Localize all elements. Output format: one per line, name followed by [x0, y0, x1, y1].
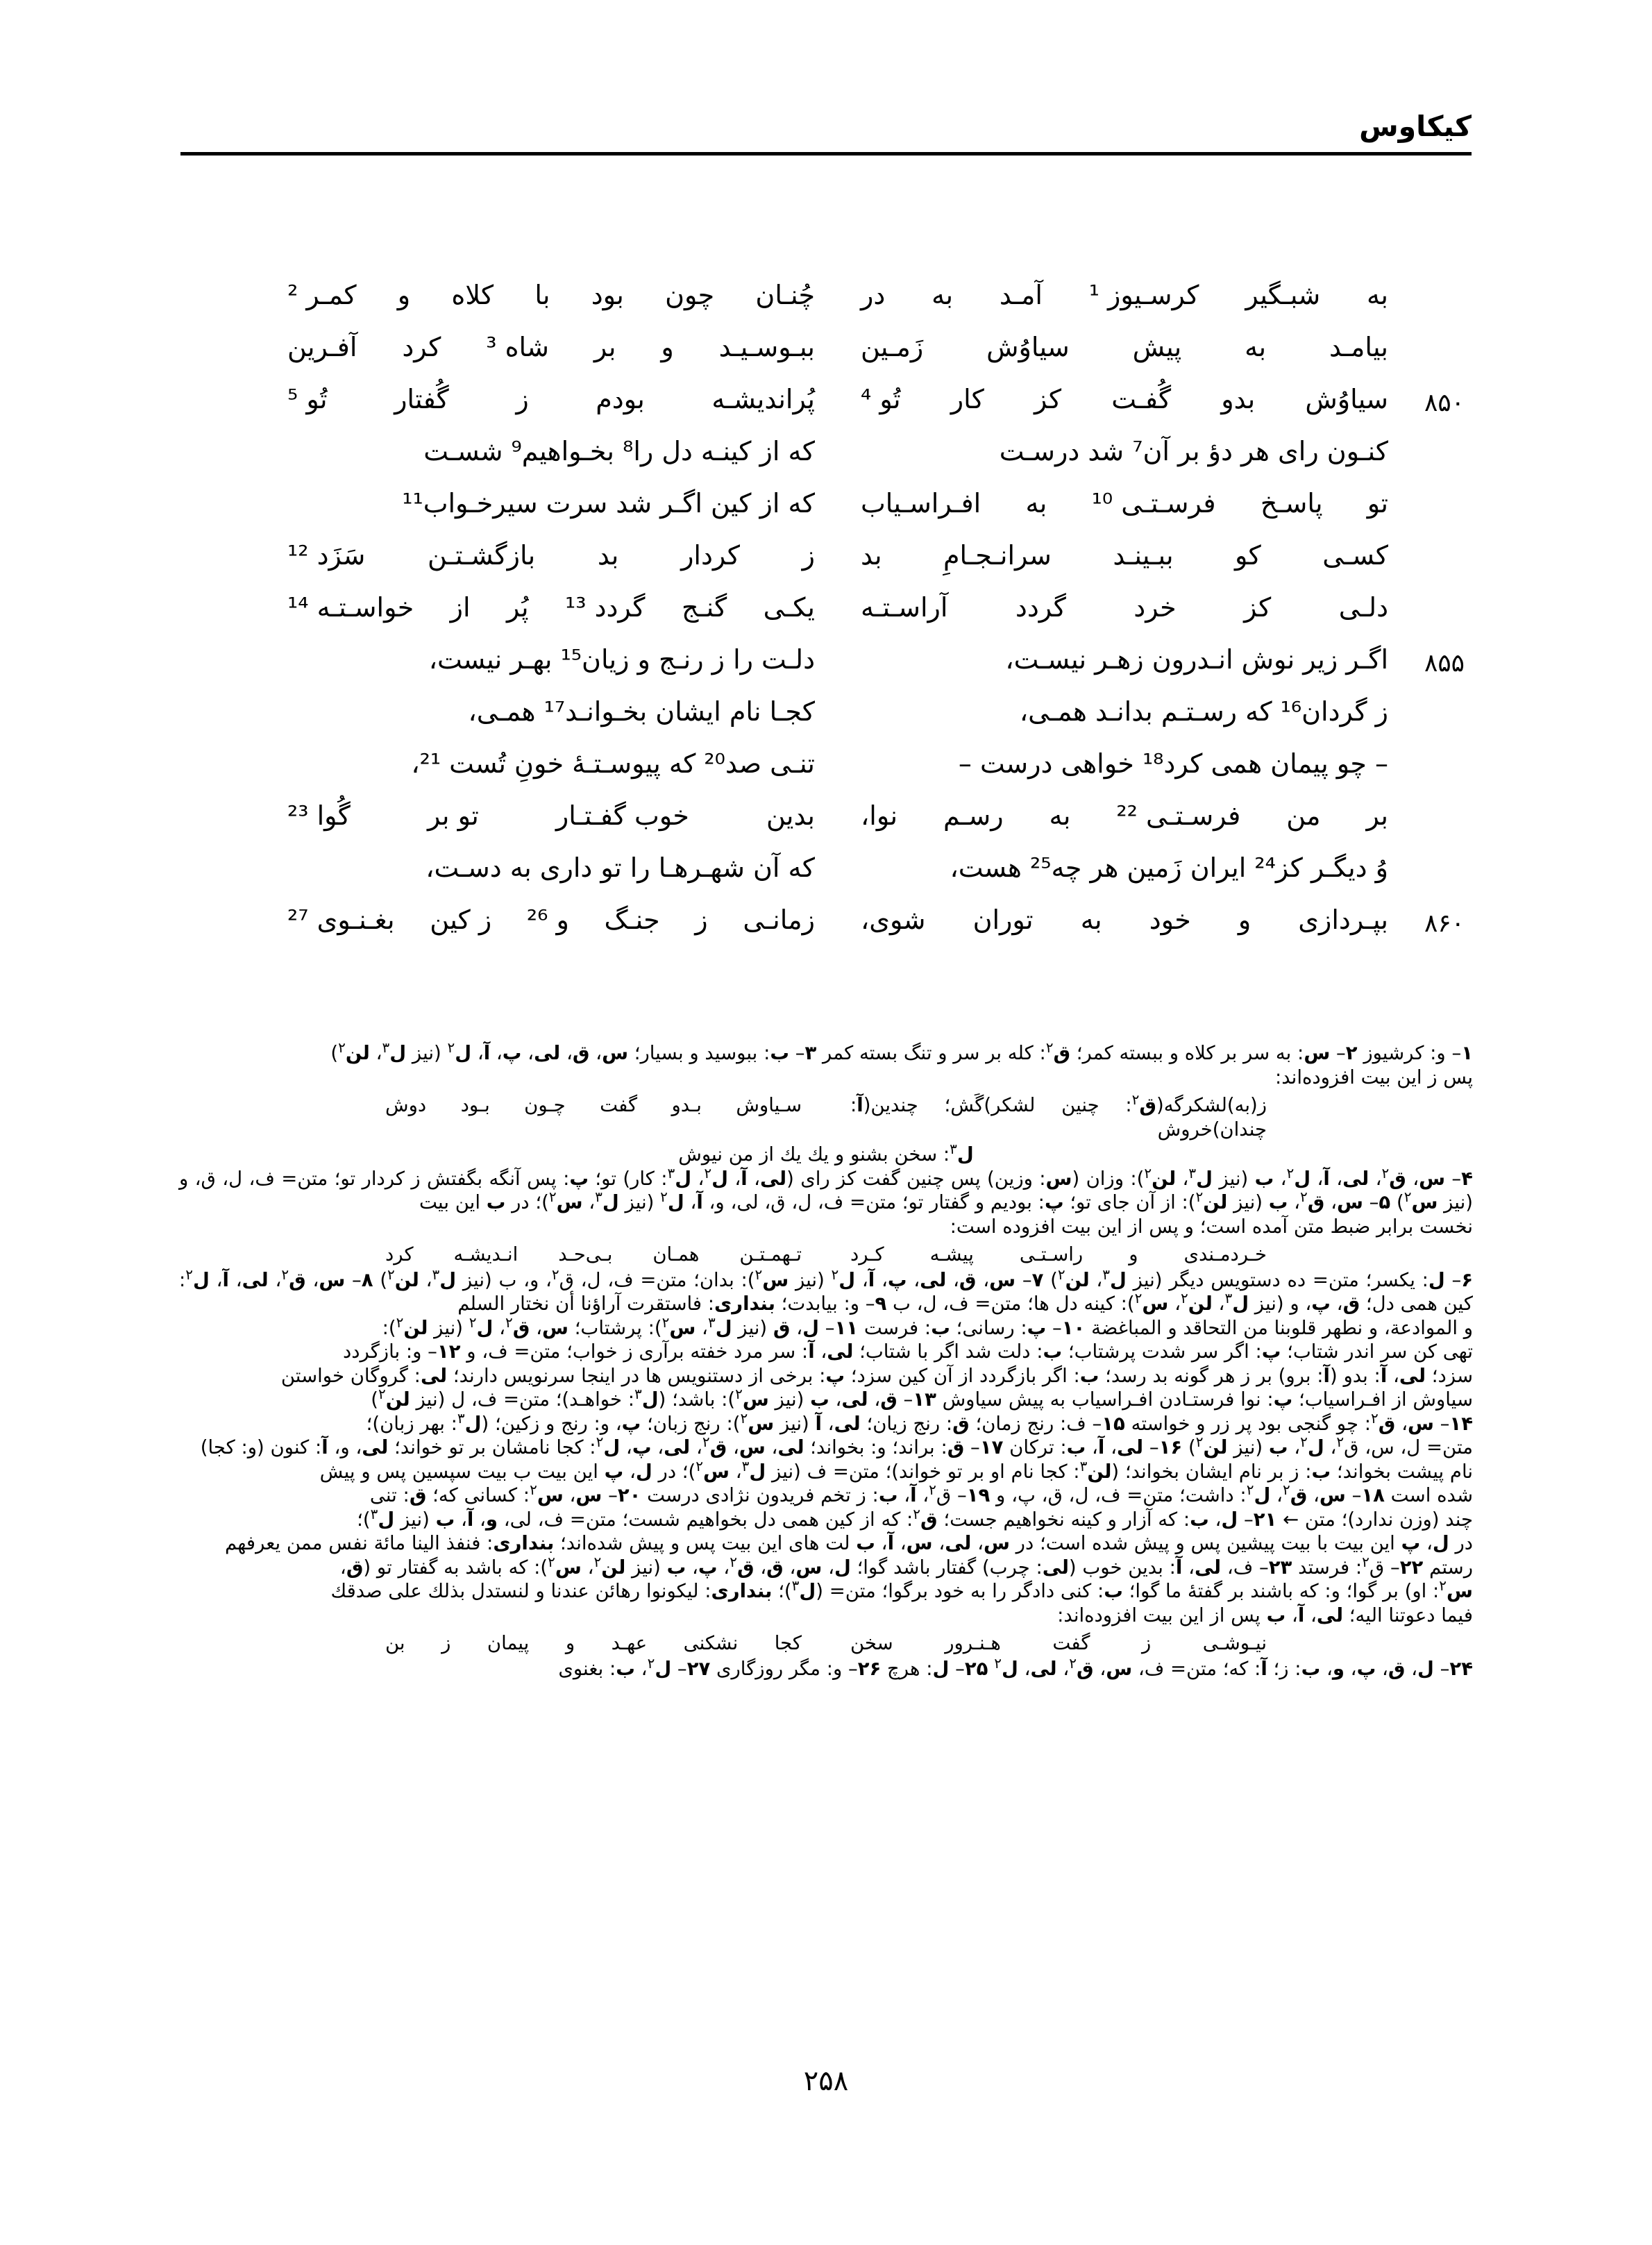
verse-word: افـراسـیاب: [861, 488, 981, 519]
hemistich-first: [861, 278, 1388, 308]
verse-word: به: [1025, 488, 1047, 519]
verse-word: سرانـجـامِ: [943, 540, 1052, 571]
verse-word: خود: [1149, 905, 1191, 935]
quoted-word: و: [1129, 1243, 1138, 1266]
verse-word: بد: [597, 540, 619, 571]
verse-couplet: [187, 590, 1465, 642]
verse-word: چون: [665, 280, 715, 310]
hemistich-first: ز گردان¹⁶ که رسـتـم بدانـد همـی،: [1019, 696, 1388, 727]
quoted-hemistich-first: [385, 1631, 802, 1656]
verse-word: تُو ⁴: [861, 384, 901, 414]
running-head-block: [180, 111, 1472, 155]
verse-word: ز کین: [430, 905, 492, 935]
verse-word: شاه ³: [486, 332, 549, 362]
apparatus-note: چند (وزن ندارد)؛ متن ← ۲۱– ل، ب: که آزار و کینه نخواهیم جست؛ ق$^۲$: که از کین همی دل بخواهیم شست؛ متن= ف، لی، و، آ، ب (نیز ل$^۳$)؛: [357, 1505, 1473, 1531]
verse-word: بر: [1366, 800, 1388, 831]
hemistich-first: [861, 330, 1388, 360]
quoted-word: همـان: [652, 1243, 700, 1266]
verse-couplet: [187, 382, 1465, 434]
verse-word: به: [1049, 800, 1071, 831]
verse-word: کز: [1244, 592, 1272, 623]
verse-word: به: [1080, 905, 1102, 935]
quoted-word: بـدو: [671, 1094, 702, 1116]
verse-word: گُفـت: [1111, 384, 1172, 414]
apparatus-note: در ل، پ این بیت با بیت پیشین پس و پیش شده است؛ در س، لی، س، آ، ب لت های این بیت پس و پیش شده‌اند؛ بنداری: فنفذ الینا مائة نفس ممن یعرفهم: [224, 1532, 1473, 1554]
verse-line-number: [1388, 538, 1465, 545]
hemistich-second: که از کینـه دل را⁸ بخـواهیم⁹ شسـت: [423, 436, 815, 466]
apparatus-note: سزد؛ لی، آ: بدو (آ: برو) بر ز هر گونه بد رسد؛ ب: اگر بازگردد از آن کین سزد؛ پ: برخی از دستنویس ها در اینجا سرنویس دارند؛ لی: گروگان خواستن: [280, 1364, 1473, 1387]
verse-word: کلاه: [451, 280, 494, 310]
verse-block: [187, 278, 1465, 955]
verse-line-number: ۸۶۰: [1424, 909, 1465, 938]
verse-word: گُفتار: [394, 384, 449, 414]
verse-word: خوب گفـتـار: [555, 800, 689, 831]
verse-word: نوا،: [861, 800, 898, 831]
verse-word: کسـی: [1322, 540, 1388, 571]
hemistich-first: – چو پیمان همی کرد¹⁸ خواهی درست –: [958, 748, 1388, 779]
verse-word: با: [534, 280, 550, 310]
verse-word: رسـم: [943, 800, 1004, 831]
verse-word: بد: [861, 540, 882, 571]
quoted-word: دوش: [385, 1094, 427, 1116]
verse-word: تُو ⁵: [287, 384, 328, 414]
hemistich-first: [861, 590, 1388, 621]
hemistich-second: [287, 278, 815, 308]
verse-line-number: [1388, 434, 1465, 441]
quoted-word: نیـوشـی: [1202, 1632, 1267, 1654]
verse-line-number: [1388, 694, 1465, 701]
quoted-word: خـردمـندی: [1183, 1243, 1267, 1266]
verse-word: شوی،: [861, 905, 926, 935]
hemistich-second: [287, 590, 815, 621]
quoted-word: عهـد: [611, 1632, 648, 1654]
apparatus-quoted-variant: ل$^۳$: سخن بشنو و یك یك از من نیوش: [678, 1140, 974, 1166]
verse-word: پُر: [507, 592, 529, 623]
quoted-word: تـهمـتـن: [739, 1243, 802, 1266]
running-head-title: کیکاوس: [1359, 110, 1472, 143]
hemistich-second: [287, 330, 815, 360]
quoted-word: راسـتـی: [1019, 1243, 1084, 1266]
hemistich-second: [287, 902, 815, 933]
apparatus-note: ۱– و: کرشیوز ۲– س: به سر بر کلاه و ببسته کمر؛ ق$^۲$: کله بر سر و تنگ بسته کمر ۳– ب: ببوسید و بسیار؛ س، ق، لی، پ، آ، ل$^۲$ (نیز ل$^۳$، لن$^۲$): [330, 1039, 1473, 1064]
quoted-word: سـیاوش: [736, 1094, 802, 1116]
apparatus-note: فیما دعوتنا الیه؛ لی، آ، ب پس از این بیت افزوده‌اند:: [1057, 1604, 1473, 1626]
hemistich-second: که از کین اگـر شد سرت سیرخـواب¹¹: [402, 488, 815, 519]
quoted-hemistich-second: [850, 1243, 1267, 1267]
hemistich-second: [287, 798, 815, 829]
quoted-word: ز(به)لشکرگه(ق$^۲$: چنین لشکر)گَش؛ چندین(آ: چندان)خروش: [850, 1091, 1267, 1141]
quoted-hemistich-second: [850, 1631, 1267, 1656]
verse-line-number: [1388, 330, 1465, 337]
hemistich-second: [287, 382, 815, 412]
verse-word: کار: [950, 384, 984, 414]
hemistich-second: تنـی صد²⁰ که پیوسـتـهٔ خونِ تُست ²¹،: [411, 748, 815, 779]
hemistich-second: [287, 538, 815, 569]
verse-word: کرد: [402, 332, 441, 362]
apparatus-note: تهی کن سر اندر شتاب؛ پ: اگر سر شدت پرشتاب؛ ب: دلت شد اگر با شتاب؛ لی، آ: سر مرد خفته برآری ز خواب؛ متن= ف، و ۱۲– و: بازگردد: [343, 1340, 1473, 1363]
verse-word: بیامـد: [1329, 332, 1388, 362]
verse-word: یکـی: [763, 592, 815, 623]
verse-line-number: ۸۵۵: [1424, 649, 1465, 678]
apparatus-note: شده است ۱۸– س، ق$^۲$، ل$^۲$: داشت؛ متن= ف، ل، ق، پ، و ۱۹– ق$^۲$، آ، ب: ز تخم فریدون نژادی درست ۲۰– س، س$^۲$: کسانی که؛ ق: تنی: [369, 1481, 1473, 1506]
quoted-word: کجا: [774, 1632, 802, 1654]
quoted-word: و: [565, 1632, 575, 1654]
hemistich-second: کجـا نام ایشان بخـوانـد¹⁷ همـی،: [468, 696, 815, 727]
verse-word: ز: [802, 540, 815, 571]
verse-word: زمانـی: [743, 905, 815, 935]
verse-word: بودم: [596, 384, 645, 414]
verse-word: بود: [591, 280, 624, 310]
hemistich-first: اگـر زیر نوش انـدرون زهـر نیسـت،: [1005, 644, 1388, 675]
hemistich-first: کنـون رای هر دؤ بر آن⁷ شد درسـت: [999, 436, 1388, 466]
apparatus-quoted-couplet: [179, 1093, 1473, 1141]
quoted-word: سخن: [850, 1632, 893, 1654]
apparatus-note: و الموادعة، و نطهر قلوبنا من التحاقد و المباغضة ۱۰– پ: رسانی؛ ب: فرست ۱۱– ل، ق (نیز ل$^۳$، س$^۲$): پرشتاب؛ س، ق$^۲$، ل$^۲$ (نیز لن$^۲$):: [382, 1313, 1473, 1339]
quoted-word: ز: [1141, 1632, 1152, 1654]
verse-word: فرسـتـی ¹⁰: [1091, 488, 1216, 519]
verse-word: کردار: [681, 540, 740, 571]
apparatus-note: متن= ل، س، ق$^۲$، ل$^۲$، ب (نیز لن$^۲$) ۱۶– لی، آ، ب: ترکان ۱۷– ق: براند؛ و: بخواند؛ لی، س، ق$^۲$، لی، پ، ل$^۲$: کجا نامشان بر تو خواند؛ لی، و، آ: کنون (و: کجا): [200, 1433, 1473, 1458]
verse-word: بدو: [1221, 384, 1256, 414]
quoted-word: نشکنی: [683, 1632, 739, 1654]
verse-word: کز: [1034, 384, 1062, 414]
quoted-word: پیشـه: [929, 1243, 974, 1266]
verse-line-number: [1388, 850, 1465, 857]
verse-line-number: [1388, 746, 1465, 753]
quoted-hemistich-second: [850, 1093, 1267, 1141]
verse-word: خواسـتـه ¹⁴: [287, 592, 414, 623]
verse-word: چُنـان: [755, 280, 815, 310]
critical-apparatus: [179, 1041, 1473, 1681]
hemistich-first: [861, 486, 1388, 519]
quoted-word: کـرد: [850, 1243, 884, 1266]
hemistich-first: [861, 798, 1388, 829]
verse-line-number: [1388, 798, 1465, 805]
quoted-word: بـود: [460, 1094, 490, 1116]
verse-couplet: [187, 330, 1465, 382]
verse-couplet: [187, 538, 1465, 590]
verse-word: به: [1367, 280, 1388, 310]
verse-word: سیاوُش: [986, 332, 1070, 362]
verse-couplet: [187, 278, 1465, 330]
verse-word: ز: [516, 384, 529, 414]
hemistich-second: دلـت را ز رنـج و زیان¹⁵ بهـر نیست،: [428, 644, 815, 675]
quoted-word: گفت: [1052, 1632, 1090, 1654]
verse-word: و ²⁶: [526, 905, 569, 935]
apparatus-quoted-couplet: [179, 1243, 1473, 1267]
apparatus-quoted-couplet: [179, 1631, 1473, 1656]
verse-word: دلـی: [1338, 592, 1388, 623]
apparatus-note: ۱۴– س، ق$^۲$: چو گنجی بود پر زر و خواسته ۱۵– ف: رنج زمان؛ ق: رنج زیان؛ لی، آ (نیز س$^۲$): رنج زبان؛ پ، و: رنج و زکین؛ (ل$^۳$: بهر زبان)؛: [366, 1409, 1473, 1435]
verse-couplet: [187, 434, 1465, 486]
verse-word: از: [450, 592, 471, 623]
verse-word: من: [1286, 800, 1321, 831]
verse-line-number: [1388, 590, 1465, 597]
quoted-word: چـون: [524, 1094, 566, 1116]
apparatus-note: س$^۲$: او) بر گوا؛ و: که باشند بر گفتهٔ ما گوا؛ ب: کنی دادگر را به خود برگوا؛ متن= (ل$^۳$)؛ بنداری: لیکونوا رهائن عندنا و لنستدل بذلك علی صدقك: [330, 1576, 1473, 1602]
verse-word: گردد: [1015, 592, 1066, 623]
verse-couplet: [187, 902, 1465, 955]
verse-word: گنـج: [681, 592, 727, 623]
hemistich-first: [861, 382, 1388, 412]
hemistich-first: [861, 902, 1388, 933]
apparatus-note: پس ز این بیت افزوده‌اند:: [1274, 1066, 1473, 1088]
verse-word: بر: [593, 332, 616, 362]
quoted-hemistich-first: [385, 1243, 802, 1267]
verse-word: توران: [972, 905, 1034, 935]
hemistich-first: [861, 538, 1388, 569]
quoted-word: بن: [385, 1632, 405, 1654]
verse-word: خرد: [1133, 592, 1177, 623]
header-rule: [180, 152, 1472, 155]
apparatus-note: ۲۴– ل، ق، پ، و، ب: ز؛ آ: که؛ متن= ف، س، ق$^۲$، لی، ل$^۲$ ۲۵– ل: هرچ ۲۶– و: مگر روزگاری ۲۷– ل$^۲$، ب: بغنوی: [558, 1654, 1473, 1680]
verse-word: پیش: [1132, 332, 1182, 362]
quoted-word: گفت: [600, 1094, 638, 1116]
verse-couplet: [187, 798, 1465, 850]
quoted-word: ز: [441, 1632, 451, 1654]
verse-word: سیاوُش: [1305, 384, 1388, 414]
verse-word: و: [661, 332, 674, 362]
verse-word: پاسـخ: [1260, 488, 1323, 519]
verse-word: بپـردازی: [1298, 905, 1388, 935]
verse-word: کرسـیوز ¹: [1088, 280, 1199, 310]
apparatus-note: رستم ۲۲– ق$^۲$: فرستد ۲۳– ف، لی، آ: بدین خوب (لی: چرب) گفتار باشد گوا؛ ل، س، ق، ق$^۲$، پ، ب (نیز لن$^۲$، س$^۲$): که باشد به گفتار تو (ق،: [339, 1553, 1473, 1579]
verse-word: آمـد: [999, 280, 1043, 310]
verse-word: و: [397, 280, 411, 310]
quoted-hemistich-first: [385, 1093, 802, 1141]
verse-word: ببـینـد: [1113, 540, 1174, 571]
verse-word: کو: [1235, 540, 1261, 571]
verse-word: زَمـین: [861, 332, 924, 362]
verse-word: ببـوسـیـد: [718, 332, 815, 362]
verse-line-number: [1388, 486, 1465, 493]
quoted-word: کرد: [385, 1243, 414, 1266]
apparatus-note: نام پیشت بخواند؛ ب: ز بر نام ایشان بخواند؛ (لن$^۳$: کجا نام او بر تو خواند)؛ متن= ف (نیز ل$^۳$، س$^۲$)؛ در ل، پ این بیت ب بیت سپسین پس و پیش: [319, 1457, 1473, 1483]
verse-word: سَزَد ¹²: [287, 540, 366, 571]
page-number: ۲۵۸: [803, 2065, 849, 2097]
quoted-word: بـی‌حـد: [558, 1243, 613, 1266]
apparatus-note: نخست برابر ضبط متن آمده است؛ و پس از این بیت افزوده است:: [950, 1215, 1473, 1238]
verse-word: در: [861, 280, 886, 310]
verse-word: گردد ¹³: [565, 592, 646, 623]
apparatus-note: ۶– ل: یکسر؛ متن= ده دستویس دیگر (نیز ل$^۳$، لن$^۲$) ۷– س، ق، لی، پ، آ، ل$^۲$ (نیز س$^۲$): بدان؛ متن= ف، ل، ق$^۲$، و، ب (نیز ل$^۳$، لن$^۲$) ۸– س، ق$^۲$، لی، آ، ل$^۲$: کین همی دل؛ ق، پ، و (نیز ل$^۳$، لن$^۲$، س$^۲$): کینه دل ها؛ متن= ف، ل، ب ۹– و: بیابدت؛ بنداری: فاستقرت آراؤنا أن نختار السلم: [179, 1266, 1474, 1315]
verse-word: گُوا ²³: [287, 800, 351, 831]
verse-word: آفـرین: [287, 332, 357, 362]
verse-word: بدین: [766, 800, 815, 831]
verse-couplet: [187, 486, 1465, 538]
verse-line-number: ۸۵۰: [1424, 389, 1465, 417]
verse-word: فرسـتـی ²²: [1116, 800, 1241, 831]
hemistich-second: که آن شهـرهـا را تو داری به دسـت،: [425, 852, 815, 883]
verse-word: کمـر ²: [287, 280, 357, 310]
apparatus-note: ۴– س، ق$^۲$، لی، آ، ل$^۲$، ب (نیز ل$^۳$، لن$^۲$): وزان (س: وزین) پس چنین گفت کز رای (لی، آ، ل$^۲$، ل$^۳$: کار) تو؛ پ: پس آنگه بگفتش ز کردار تو؛ متن= ف، ل، ق، و (نیز س$^۲$) ۵– س، ق$^۲$، ب (نیز لن$^۲$): از آن جای تو؛ پ: بودیم و گفتار تو؛ متن= ف، ل، ق، لی، و، آ، ل$^۲$ (نیز ل$^۳$، س$^۲$)؛ در ب این بیت: [179, 1164, 1473, 1213]
verse-word: بازگشـتـن: [428, 540, 536, 571]
quoted-word: انـدیشـه: [453, 1243, 519, 1266]
verse-couplet: [187, 850, 1465, 902]
verse-couplet: [187, 694, 1465, 746]
verse-couplet: [187, 642, 1465, 694]
verse-word: و: [1238, 905, 1251, 935]
verse-word: ز: [695, 905, 708, 935]
verse-word: تو: [1367, 488, 1388, 519]
verse-line-number: [1388, 278, 1465, 285]
hemistich-first: وُ دیگـر کز²⁴ ایران زَمین هر چه²⁵ هست،: [950, 852, 1388, 883]
verse-word: پُراندیشـه: [711, 384, 815, 414]
verse-word: به: [1245, 332, 1267, 362]
verse-word: شبـگیر: [1245, 280, 1321, 310]
verse-word: بغـنـوی ²⁷: [287, 905, 395, 935]
apparatus-note: سیاوش از افـراسیاب؛ پ: نوا فرستـادن افـراسیاب به پیش سیاوش ۱۳– ق، لی، ب (نیز س$^۲$): باشد؛ (ل$^۳$: خواهـد)؛ متن= ف، ل (نیز لن$^۲$): [371, 1385, 1473, 1411]
quoted-word: پیمان: [487, 1632, 530, 1654]
verse-word: جنـگ: [604, 905, 660, 935]
verse-word: به: [932, 280, 954, 310]
verse-word: آراسـتـه: [861, 592, 948, 623]
quoted-word: هـنـرور: [945, 1632, 1001, 1654]
verse-couplet: [187, 746, 1465, 798]
verse-word: تو بر: [427, 800, 479, 831]
